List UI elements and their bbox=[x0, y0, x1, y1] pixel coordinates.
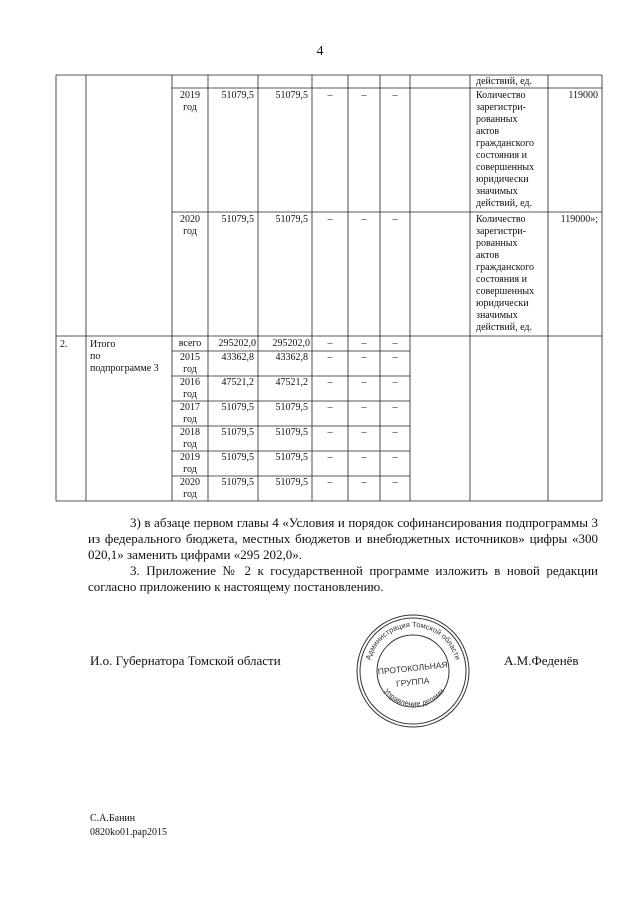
dash-cell: – bbox=[327, 214, 333, 225]
year-cell: 2017 год bbox=[180, 402, 200, 425]
year-cell: 2020 год bbox=[180, 214, 200, 237]
stamp-line-2: ГРУППА bbox=[395, 675, 430, 689]
section-number: 2. bbox=[60, 339, 68, 350]
value-cell: 51079,5 bbox=[275, 452, 308, 463]
protocol-stamp bbox=[355, 613, 471, 729]
dash-cell: – bbox=[327, 477, 333, 488]
dash-cell: – bbox=[327, 452, 333, 463]
value-cell: 47521,2 bbox=[221, 377, 254, 388]
dash-cell: – bbox=[392, 402, 398, 413]
value-cell: 47521,2 bbox=[275, 377, 308, 388]
svg-text:Управление делами bbox=[382, 687, 446, 709]
value-cell: 51079,5 bbox=[275, 214, 308, 225]
dash-cell: – bbox=[392, 214, 398, 225]
value-cell: 295202,0 bbox=[218, 338, 256, 349]
dash-cell: – bbox=[327, 377, 333, 388]
dash-cell: – bbox=[392, 352, 398, 363]
section-name: Итого по подпрограмме 3 bbox=[90, 339, 159, 374]
year-cell: 2016 год bbox=[180, 377, 200, 400]
dash-cell: – bbox=[327, 402, 333, 413]
paragraph-3b: 3. Приложение № 2 к государственной программе изложить в новой редакции согласно приложению к настоящему постановлению. bbox=[88, 563, 598, 594]
value-cell: 51079,5 bbox=[275, 402, 308, 413]
paragraph-3: 3) в абзаце первом главы 4 «Условия и порядок софинансирования подпрограммы 3 из федерального бюджета, местных бюджетов и внебюджетных источников» цифры «300 020,1» заменить цифрами «295 202,0». bbox=[88, 515, 598, 562]
footer-author: С.А.Банин bbox=[90, 813, 136, 824]
year-cell: 2020 год bbox=[180, 477, 200, 500]
year-cell: 2019 год bbox=[180, 452, 200, 475]
value-cell: 51079,5 bbox=[275, 427, 308, 438]
dash-cell: – bbox=[392, 338, 398, 349]
dash-cell: – bbox=[392, 90, 398, 101]
indicator-cell: Количество зарегистри- рованных актов гражданского состояния и совершенных юридически значимых действий, ед. bbox=[476, 90, 535, 209]
dash-cell: – bbox=[361, 402, 367, 413]
value-cell: 295202,0 bbox=[272, 338, 310, 349]
year-cell: 2015 год bbox=[180, 352, 200, 375]
value-cell: 43362,8 bbox=[221, 352, 254, 363]
value-cell: 51079,5 bbox=[221, 402, 254, 413]
signature-title: И.о. Губернатора Томской области bbox=[90, 653, 281, 668]
year-cell: всего bbox=[178, 338, 202, 349]
year-cell: 2018 год bbox=[180, 427, 200, 450]
value-cell: 51079,5 bbox=[221, 214, 254, 225]
target-value-cell: 119000 bbox=[568, 90, 598, 101]
value-cell: 43362,8 bbox=[275, 352, 308, 363]
stamp-line-1: ПРОТОКОЛЬНАЯ bbox=[377, 659, 449, 677]
dash-cell: – bbox=[392, 377, 398, 388]
dash-cell: – bbox=[361, 352, 367, 363]
footer-file: 0820ko01.pap2015 bbox=[90, 827, 167, 838]
page-number: 4 bbox=[316, 44, 324, 59]
stamp-outer-top: Администрация Томской области bbox=[363, 619, 463, 661]
target-value-cell: 119000»; bbox=[560, 214, 598, 225]
dash-cell: – bbox=[327, 427, 333, 438]
value-cell: 51079,5 bbox=[275, 477, 308, 488]
dash-cell: – bbox=[361, 377, 367, 388]
dash-cell: – bbox=[361, 477, 367, 488]
value-cell: 51079,5 bbox=[221, 90, 254, 101]
dash-cell: – bbox=[392, 452, 398, 463]
dash-cell: – bbox=[392, 477, 398, 488]
dash-cell: – bbox=[327, 352, 333, 363]
value-cell: 51079,5 bbox=[221, 477, 254, 488]
stamp-outer-bottom: Управление делами bbox=[382, 686, 446, 709]
value-cell: 51079,5 bbox=[275, 90, 308, 101]
dash-cell: – bbox=[361, 214, 367, 225]
dash-cell: – bbox=[327, 90, 333, 101]
dash-cell: – bbox=[361, 338, 367, 349]
indicator-fragment: действий, ед. bbox=[476, 76, 533, 87]
dash-cell: – bbox=[392, 427, 398, 438]
dash-cell: – bbox=[361, 90, 367, 101]
svg-text:Администрация Томской области bbox=[364, 620, 463, 661]
value-cell: 51079,5 bbox=[221, 427, 254, 438]
signature-name: А.М.Феденёв bbox=[504, 653, 579, 668]
year-cell: 2019 год bbox=[180, 90, 200, 113]
value-cell: 51079,5 bbox=[221, 452, 254, 463]
dash-cell: – bbox=[361, 427, 367, 438]
dash-cell: – bbox=[361, 452, 367, 463]
indicator-cell: Количество зарегистри- рованных актов гражданского состояния и совершенных юридически значимых действий, ед. bbox=[476, 214, 535, 333]
dash-cell: – bbox=[327, 338, 333, 349]
